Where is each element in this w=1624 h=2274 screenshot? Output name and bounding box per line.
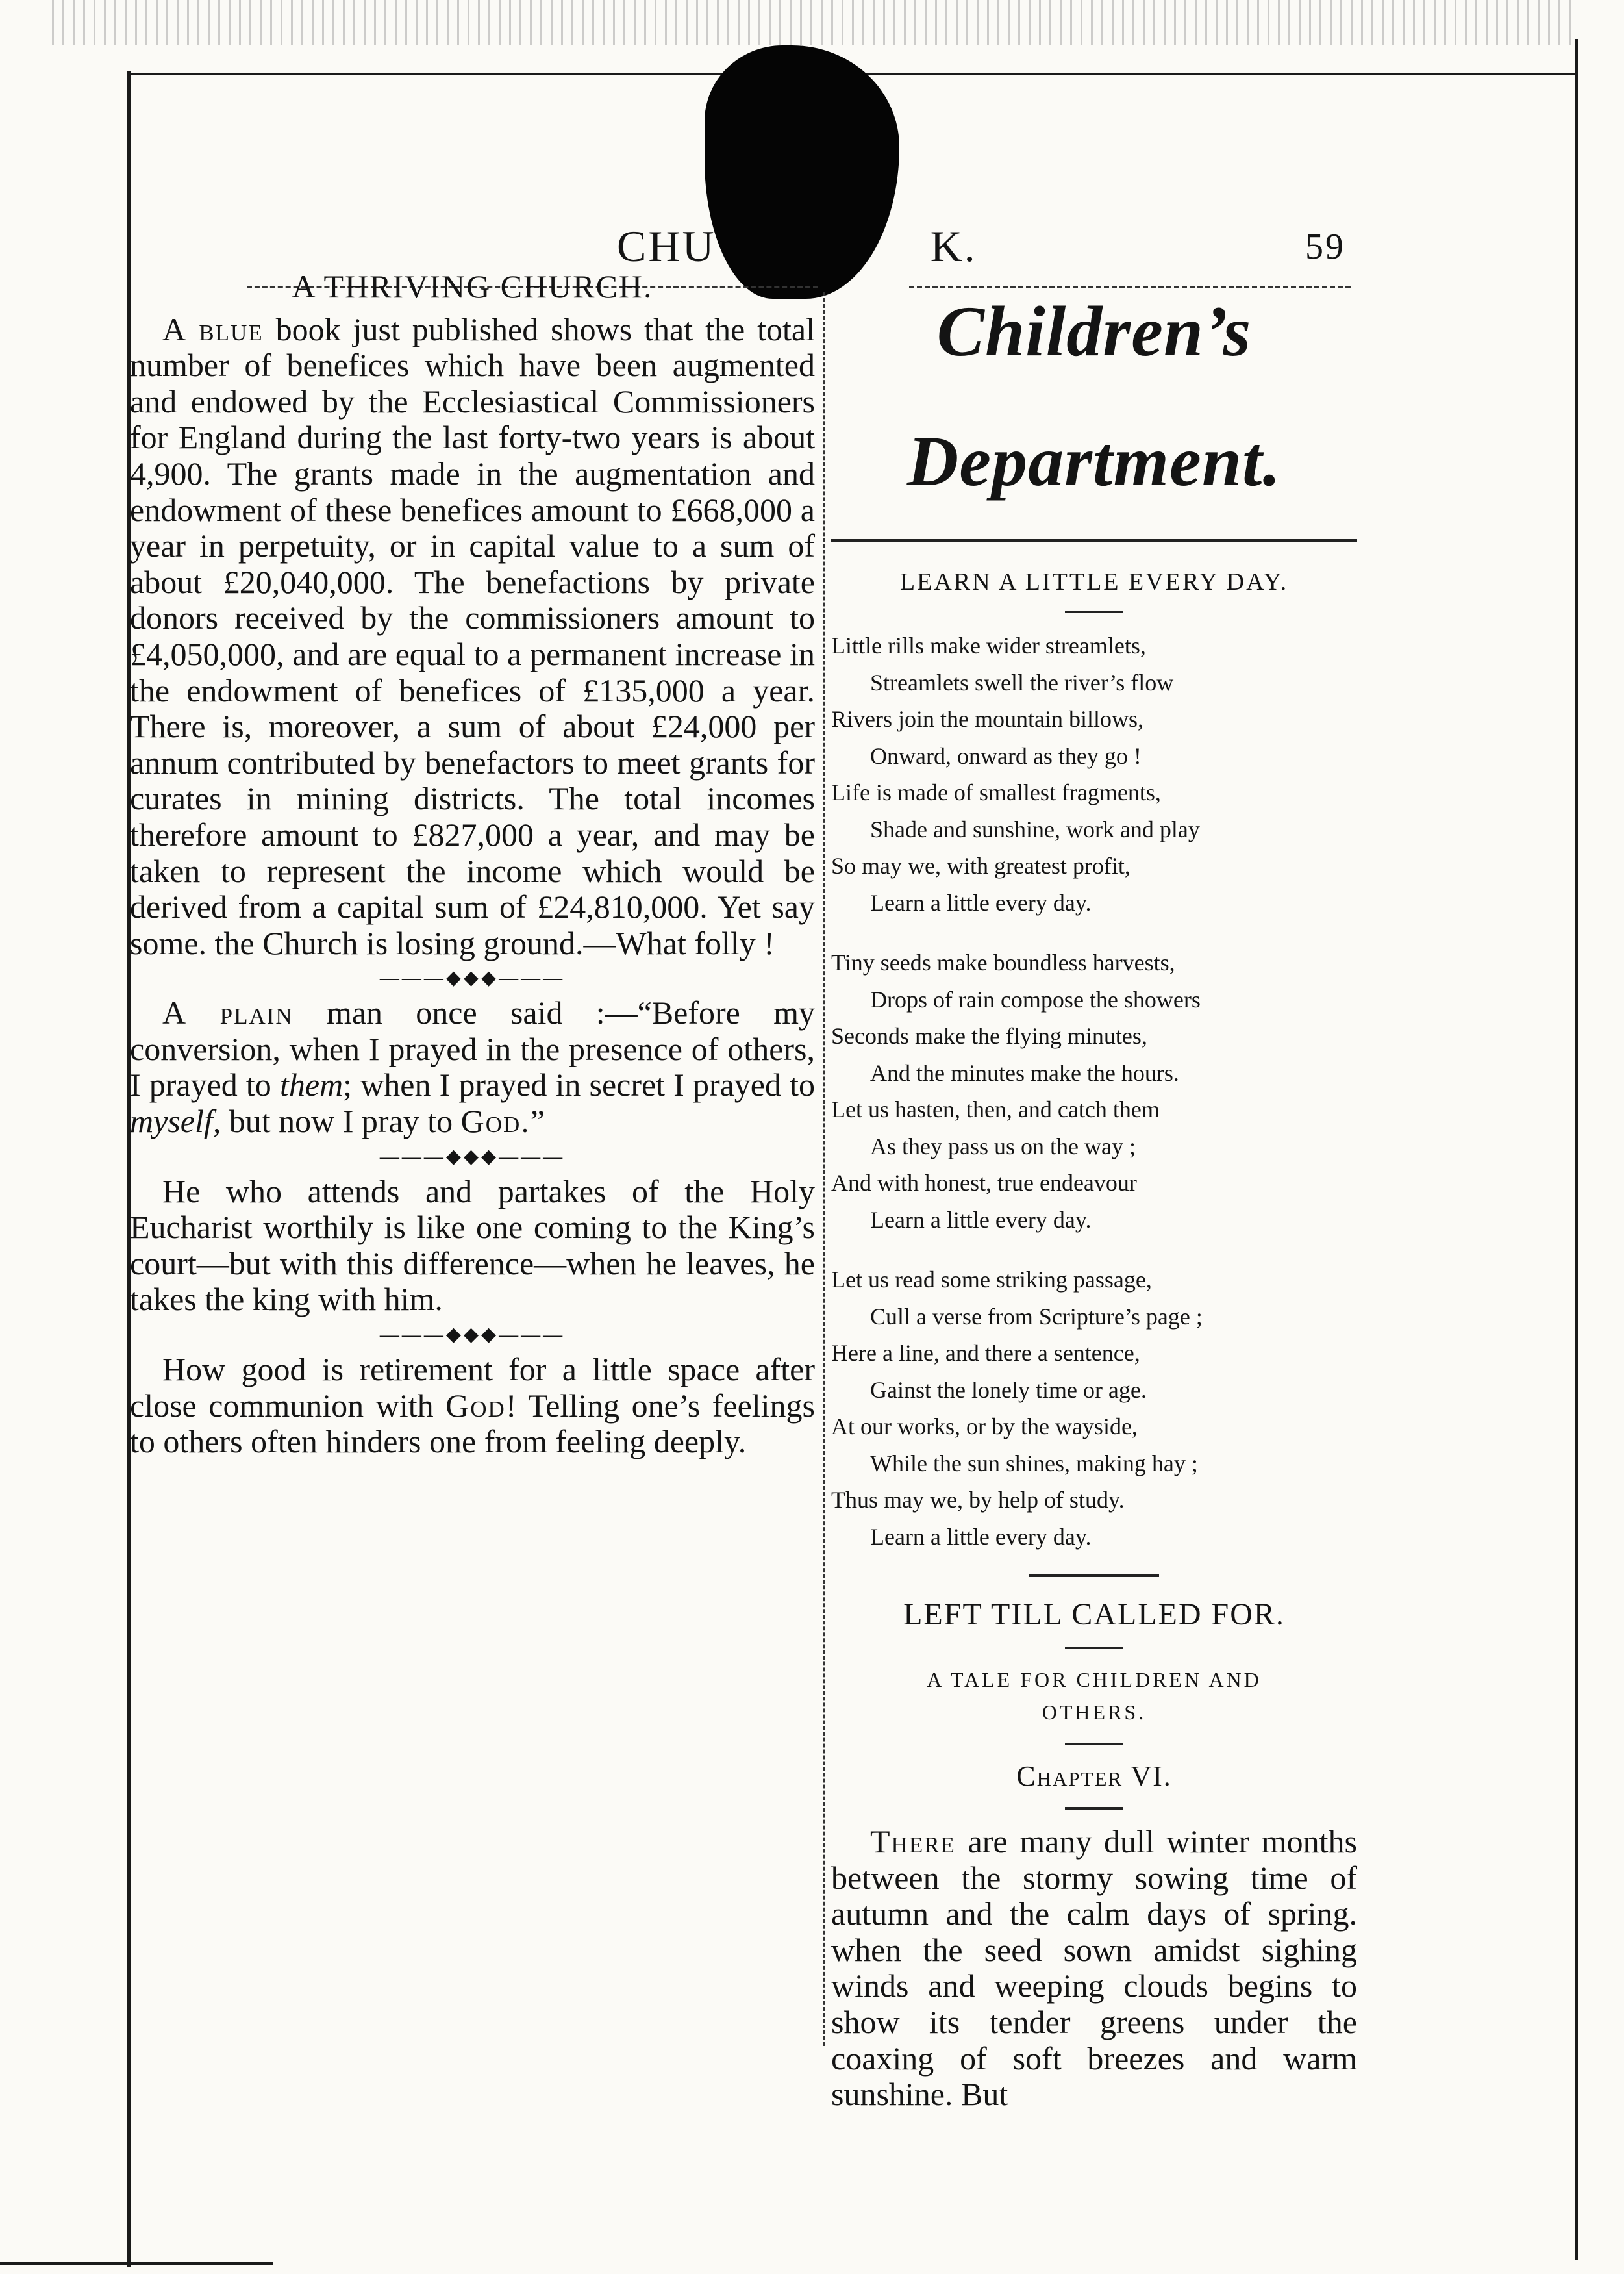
page-number: 59 [1305, 227, 1345, 267]
section-rule [1029, 1574, 1159, 1577]
running-title: CHU K. [617, 221, 977, 271]
short-rule [1065, 611, 1123, 613]
department-rule [831, 539, 1357, 542]
poem-stanza: Tiny seeds make boundless harvests, Drops of rain compose the showers Seconds make the flying minutes, And the minutes make the hours. Let us hasten, then, and catch them As they pass us on the way ; And with honest, true endeavour Learn a little every day. [831, 950, 1201, 1233]
thriving-church-paragraph: A blue book just published shows that the total number of benefices which have been augmented and endowed by the Ecclesiastical Commissioners for England during the last forty-two years is about 4,900. The grants made in the augmentation and endowment of these benefices amount to £668,000 a year in perpetuity, or in capital value to a sum of about £20,040,000. The benefactions by private donors received by the commissioners amount to £4,050,000, and are equal to a permanent increase in the endowment of benefices of £135,000 a year. There is, moreover, a sum of about £24,000 per annum contributed by benefactors to meet grants for curates in mining districts. The total incomes therefore amount to £827,000 a year, and may be taken to represent the income which would be derived from a capital sum of £24,810,000. Yet say some. the Church is losing ground.—What folly ! [130, 310, 815, 961]
tale-subtitle-cont: OTHERS. [1042, 1700, 1147, 1724]
retirement-paragraph: How good is retirement for a little space after close communion with God! Telling one’s feelings to others often hinders one from feeling deeply. [130, 1351, 815, 1460]
poem-title: LEARN A LITTLE EVERY DAY. [899, 568, 1289, 596]
tale-subtitle: A TALE FOR CHILDREN AND [927, 1668, 1262, 1691]
ornament-divider: ———◆◆◆——— [379, 1145, 566, 1167]
ornament-divider: ———◆◆◆——— [379, 1324, 566, 1346]
top-edge-stain [52, 0, 1571, 45]
ornament-divider: ———◆◆◆——— [379, 967, 566, 989]
right-column [831, 266, 1357, 2113]
department-title: Children’s Department. [906, 292, 1282, 501]
eucharist-paragraph: He who attends and partakes of the Holy Eucharist worthily is like one coming to the King’s court—but with this difference—when he leaves, he takes the king with him. [130, 1172, 815, 1318]
short-rule [1065, 1647, 1123, 1649]
tale-title: LEFT TILL CALLED FOR. [903, 1597, 1285, 1632]
column-divider [823, 292, 825, 2046]
short-rule [1065, 1807, 1123, 1810]
chapter-heading: Chapter VI. [1016, 1760, 1172, 1792]
short-rule [1065, 1743, 1123, 1745]
plain-man-paragraph: A plain man once said :—“Before my conversion, when I prayed in the presence of others, I prayed to them; when I prayed in secret I prayed to myself, but now I pray to God.” [130, 994, 816, 1140]
left-column [130, 266, 815, 1460]
article-title: A THRIVING CHURCH. [292, 268, 653, 305]
poem-stanza: Little rills make wider streamlets, Streamlets swell the river’s flow Rivers join the mountain billows, Onward, onward as they go ! Life is made of smallest fragments, Shade and sunshine, work and play So may we, with greatest profit, Learn a little every day. [831, 633, 1200, 916]
tale-body: There are many dull winter months between the stormy sowing time of autumn and the calm days of spring. when the seed sown amidst sighing winds and weeping clouds begins to show its tender greens under the coaxing of soft breezes and warm sunshine. But [831, 1823, 1357, 2113]
poem-stanza: Let us read some striking passage, Cull a verse from Scripture’s page ; Here a line, and there a sentence, Gainst the lonely time or age. At our works, or by the wayside, While the sun shines, making hay ; Thus may we, by help of study. Learn a little every day. [831, 1267, 1203, 1550]
right-frame-line [1575, 39, 1578, 2260]
bottom-frame-line [0, 2262, 273, 2265]
